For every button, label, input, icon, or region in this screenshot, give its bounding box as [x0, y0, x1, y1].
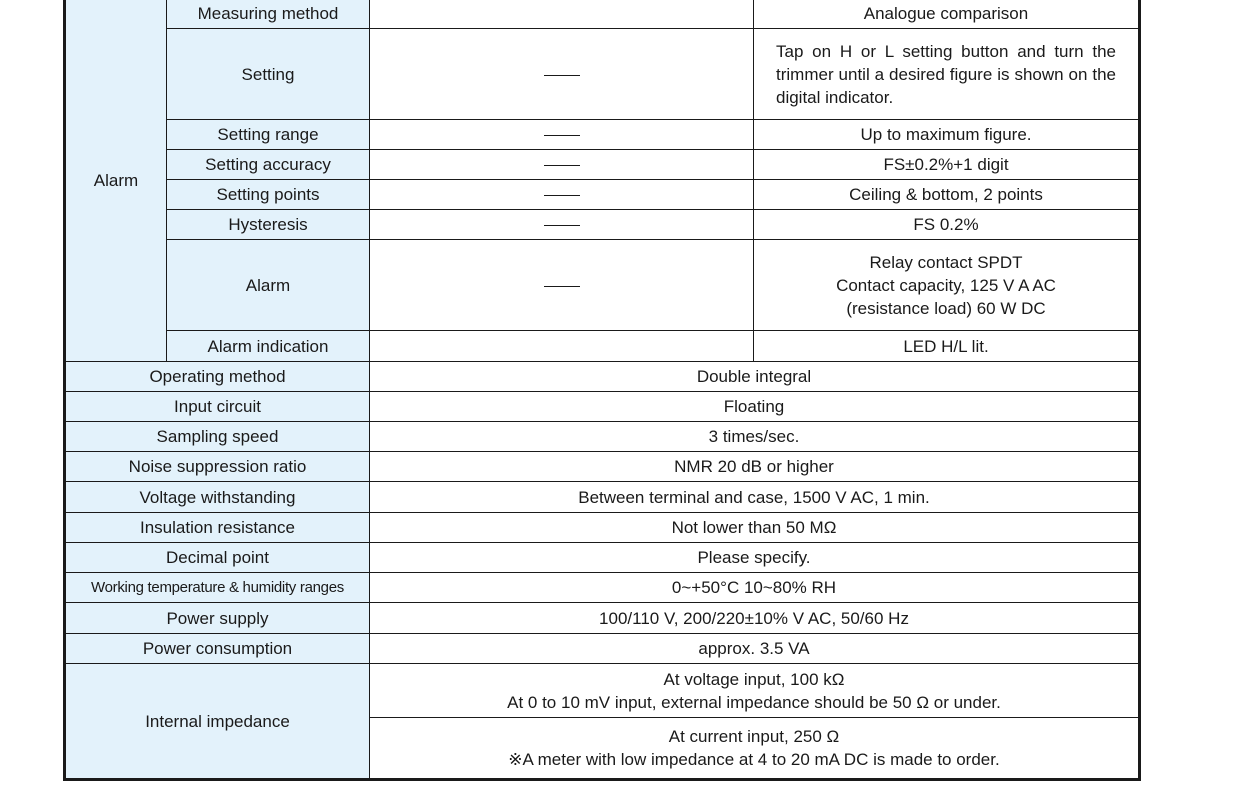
dash-mark [544, 225, 580, 226]
table-row [65, 29, 1140, 120]
row-value: Double integral [370, 362, 1140, 392]
table-row [65, 362, 1140, 392]
table-row [65, 573, 1140, 603]
dash-cell [370, 210, 754, 240]
row-label: Operating method [65, 362, 370, 392]
table-row [65, 120, 1140, 150]
row-value: FS±0.2%+1 digit [754, 150, 1140, 180]
row-value: Between terminal and case, 1500 V AC, 1 min. [370, 482, 1140, 513]
row-label: Power consumption [65, 634, 370, 664]
dash-mark [544, 165, 580, 166]
row-value: LED H/L lit. [754, 331, 1140, 362]
table-row [65, 180, 1140, 210]
empty-cell [370, 0, 754, 29]
row-value: Floating [370, 392, 1140, 422]
row-value: 3 times/sec. [370, 422, 1140, 452]
value-line: At voltage input, 100 kΩ [663, 669, 845, 689]
value-line: At current input, 250 Ω [668, 727, 840, 746]
row-label: Input circuit [65, 392, 370, 422]
row-value: Not lower than 50 MΩ [370, 513, 1140, 543]
row-value: Analogue comparison [754, 0, 1140, 29]
row-label: Alarm indication [167, 331, 370, 362]
table-row [65, 422, 1140, 452]
table-row [65, 482, 1140, 513]
value-line: (resistance load) 60 W DC [846, 298, 1046, 318]
spec-table [63, 0, 1141, 781]
row-label: Power supply [65, 603, 370, 634]
table-row [65, 603, 1140, 634]
row-label: Working temperature & humidity ranges [65, 573, 370, 603]
row-value: 100/110 V, 200/220±10% V AC, 50/60 Hz [370, 603, 1140, 634]
value-line: At 0 to 10 mV input, external impedance should be 50 Ω or under. [507, 692, 1001, 712]
empty-cell [370, 331, 754, 362]
row-label: Insulation resistance [65, 513, 370, 543]
dash-cell [370, 180, 754, 210]
row-label: Setting points [167, 180, 370, 210]
row-label: Sampling speed [65, 422, 370, 452]
table-row [65, 392, 1140, 422]
row-label: Setting [167, 29, 370, 120]
table-row [65, 331, 1140, 362]
row-label: Measuring method [167, 0, 370, 29]
row-value: 0~+50°C 10~80% RH [370, 573, 1140, 603]
alarm-group-label: Alarm [65, 0, 167, 362]
row-label: Decimal point [65, 543, 370, 573]
row-label: Setting range [167, 120, 370, 150]
row-value [370, 718, 1140, 780]
table-row [65, 150, 1140, 180]
table-row [65, 543, 1140, 573]
row-value: FS 0.2% [754, 210, 1140, 240]
table-row [65, 240, 1140, 331]
row-label: Noise suppression ratio [65, 452, 370, 482]
value-line: ※A meter with low impedance at 4 to 20 mA DC is made to order. [508, 750, 1000, 769]
table-row [65, 664, 1140, 718]
row-label: Alarm [167, 240, 370, 331]
table-row [65, 210, 1140, 240]
value-line: Relay contact SPDT [869, 252, 1023, 272]
dash-mark [544, 135, 580, 136]
row-value: Up to maximum figure. [754, 120, 1140, 150]
dash-cell [370, 150, 754, 180]
dash-cell [370, 240, 754, 331]
table-row [65, 634, 1140, 664]
table-row [65, 0, 1140, 29]
dash-mark [544, 195, 580, 196]
row-value: NMR 20 dB or higher [370, 452, 1140, 482]
row-label: Internal impedance [65, 664, 370, 780]
dash-cell [370, 120, 754, 150]
table-row [65, 452, 1140, 482]
row-value [754, 240, 1140, 331]
row-label: Hysteresis [167, 210, 370, 240]
dash-cell [370, 29, 754, 120]
row-value [370, 664, 1140, 718]
row-label: Setting accuracy [167, 150, 370, 180]
dash-mark [544, 75, 580, 76]
row-value: approx. 3.5 VA [370, 634, 1140, 664]
value-line: Contact capacity, 125 V A AC [836, 275, 1056, 295]
row-value: Ceiling & bottom, 2 points [754, 180, 1140, 210]
table-row [65, 513, 1140, 543]
row-value: Please specify. [370, 543, 1140, 573]
dash-mark [544, 286, 580, 287]
row-label: Voltage withstanding [65, 482, 370, 513]
row-value: Tap on H or L setting button and turn the trimmer until a desired figure is shown on the digital indicator. [754, 29, 1140, 120]
